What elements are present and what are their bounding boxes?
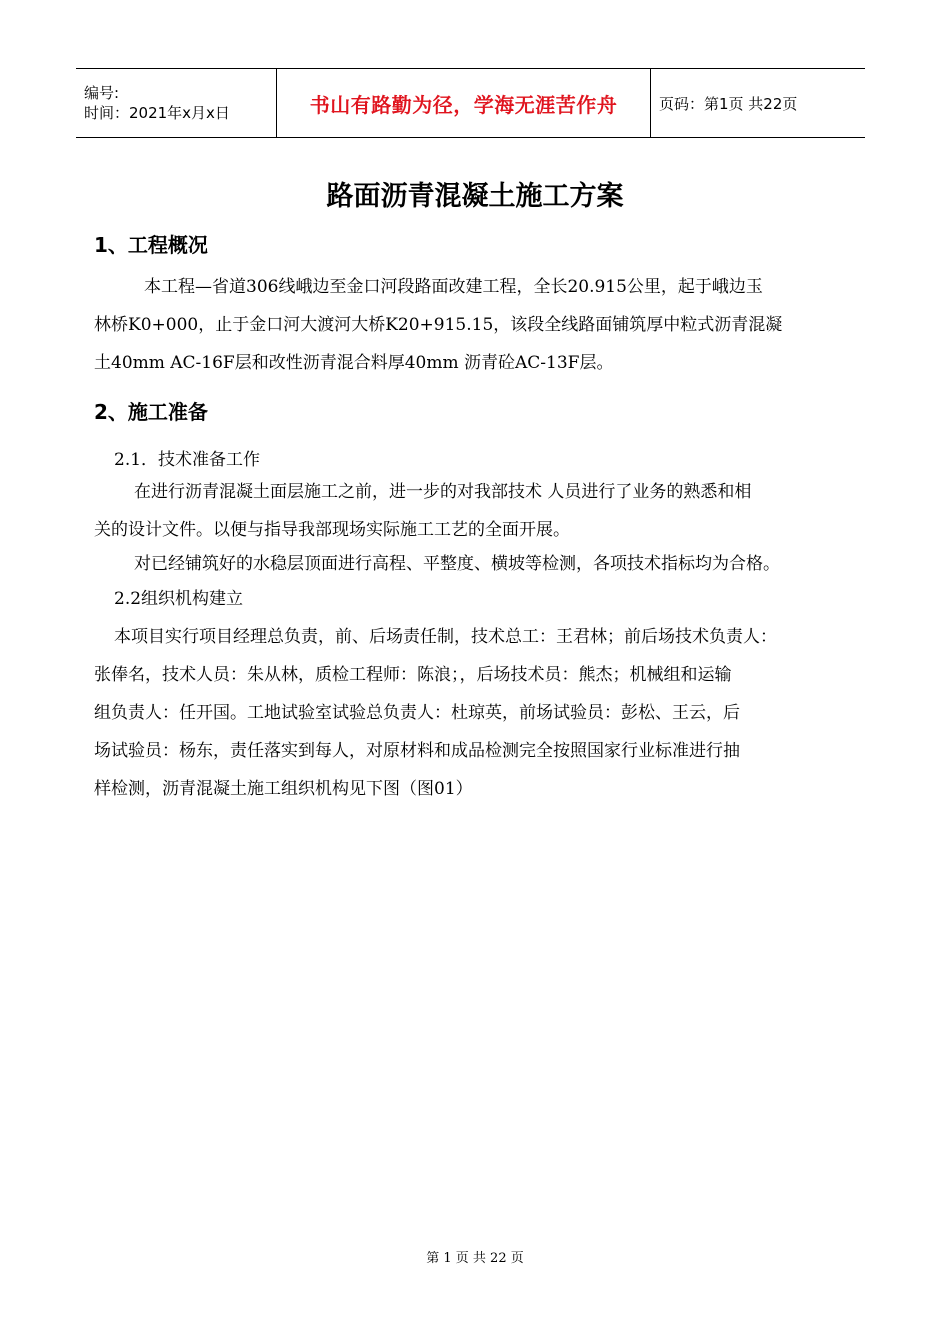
- subsection-2-2-heading: 2.2组织机构建立: [114, 589, 244, 609]
- paragraph-line: 土40mm AC-16F层和改性沥青混合料厚40mm 沥青砼AC-13F层。: [94, 353, 614, 373]
- number-label: 编号:: [84, 84, 120, 102]
- header-page-info-cell: [651, 69, 865, 137]
- section-2-heading: 2、施工准备: [94, 400, 208, 424]
- motto: 书山有路勤为径，学海无涯苦作舟: [309, 92, 618, 117]
- page-footer: 第 1 页 共 22 页: [426, 1251, 524, 1266]
- section-2-1-paragraph-2: 对已经铺筑好的水稳层顶面进行高程、平整度、横坡等检测，各项技术指标均为合格。: [134, 554, 780, 574]
- section-2-1-paragraph: [94, 473, 751, 549]
- paragraph-line: 在进行沥青混凝土面层施工之前，进一步的对我部技术 人员进行了业务的熟悉和相: [134, 482, 752, 502]
- section-1-heading: 1、工程概况: [94, 233, 208, 257]
- paragraph-line: 关的设计文件。以便与指导我部现场实际施工工艺的全面开展。: [94, 520, 570, 540]
- paragraph-line: 本工程—省道306线峨边至金口河段路面改建工程，全长20.915公里，起于峨边玉: [144, 277, 763, 297]
- paragraph-line: 组负责人：任开国。工地试验室试验总负责人：杜琼英，前场试验员：彭松、王云，后: [94, 703, 740, 723]
- header-motto-cell: [276, 69, 651, 137]
- date-label: 时间：2021年x月x日: [84, 104, 230, 122]
- header-meta: [76, 69, 276, 137]
- page-info: 页码：第1页 共22页: [659, 94, 798, 113]
- paragraph-line: 样检测，沥青混凝土施工组织机构见下图（图01）: [94, 779, 473, 799]
- paragraph-line: 林桥K0+000，止于金口河大渡河大桥K20+915.15，该段全线路面铺筑厚中粒式沥青混凝: [94, 315, 783, 335]
- section-1-paragraph: [94, 268, 782, 382]
- section-2-2-paragraph: [94, 618, 777, 808]
- paragraph-line: 张俸名，技术人员：朱从林，质检工程师：陈浪；，后场技术员：熊杰；机械组和运输: [94, 665, 732, 685]
- document-title: 路面沥青混凝土施工方案: [326, 181, 624, 212]
- header-table: [76, 68, 865, 138]
- subsection-2-1-heading: 2.1．技术准备工作: [114, 450, 261, 470]
- paragraph-line: 场试验员：杨东，责任落实到每人，对原材料和成品检测完全按照国家行业标准进行抽: [94, 741, 740, 761]
- paragraph-line: 本项目实行项目经理总负责，前、后场责任制，技术总工：王君林；前后场技术负责人：: [114, 627, 777, 647]
